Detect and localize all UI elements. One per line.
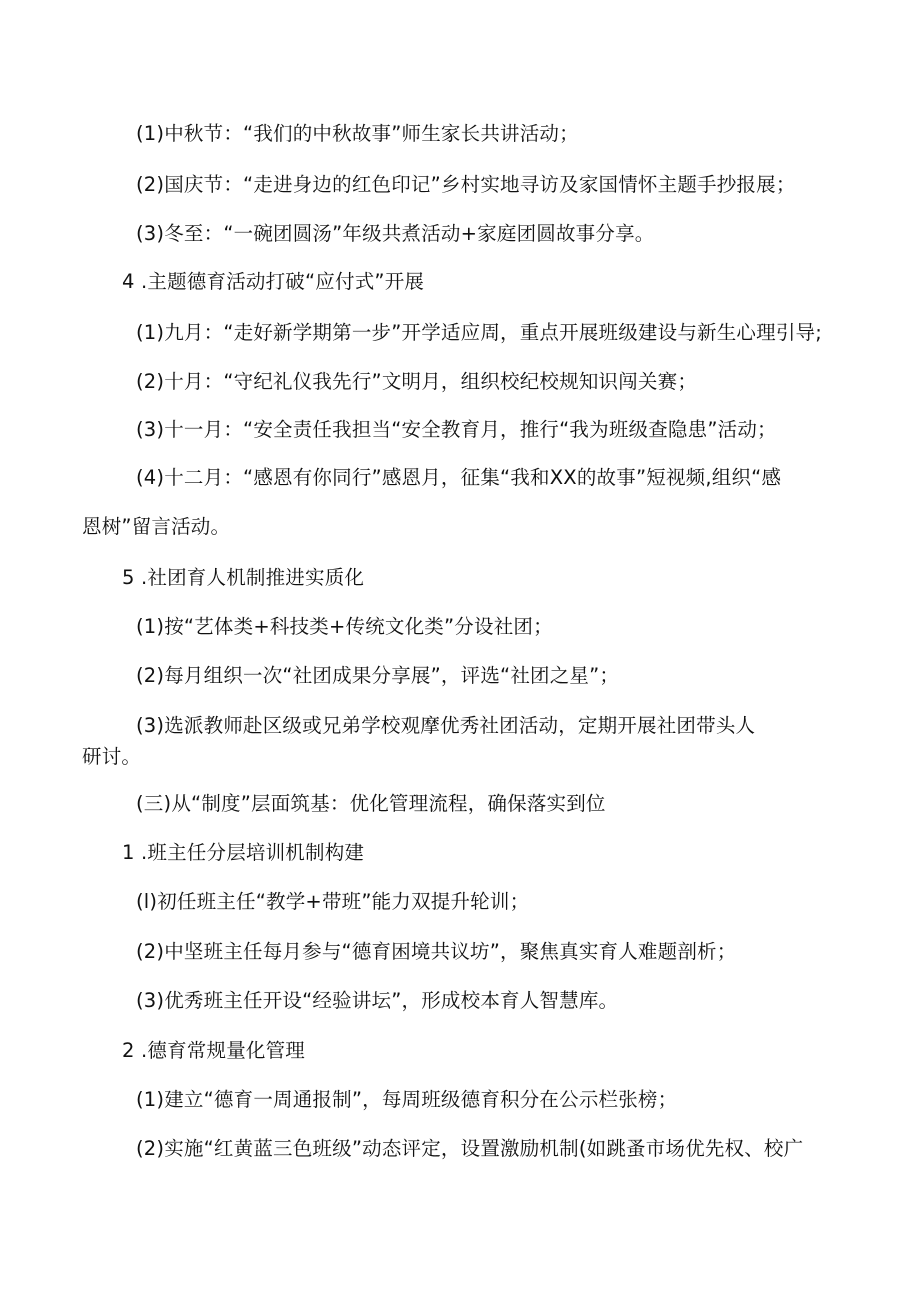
section-heading: 5 .社团育人机制推进实质化 xyxy=(122,566,365,589)
section-heading: 4 .主题德育活动打破“应付式”开展 xyxy=(122,270,425,293)
text-line: 恩树”留言活动。 xyxy=(82,515,231,538)
text-line: (2)十月：“守纪礼仪我先行”文明月，组织校纪校规知识闯关赛； xyxy=(136,370,698,393)
text-line: (1)建立“德育一周通报制”，每周班级德育积分在公示栏张榜； xyxy=(136,1088,678,1111)
text-line: (3)选派教师赴区级或兄弟学校观摩优秀社团活动，定期开展社团带头人 xyxy=(136,714,756,737)
section-heading: 1 .班主任分层培训机制构建 xyxy=(122,841,365,864)
text-line: (3)冬至：“一碗团圆汤”年级共煮活动+家庭团圆故事分享。 xyxy=(136,222,655,245)
text-line: (1)九月：“走好新学期第一步”开学适应周，重点开展班级建设与新生心理引导; xyxy=(136,321,822,344)
text-line: 研讨。 xyxy=(82,745,142,768)
text-line: (l)初任班主任“教学+带班”能力双提升轮训； xyxy=(136,890,530,913)
chapter-heading: (三)从“制度”层面筑基：优化管理流程，确保落实到位 xyxy=(136,792,606,815)
text-line: (3)十一月：“安全责任我担当“安全教育月，推行“我为班级查隐患”活动； xyxy=(136,418,777,441)
text-line: (3)优秀班主任开设“经验讲坛”，形成校本育人智慧库。 xyxy=(136,989,619,1012)
text-line: (1)按“艺体类+科技类+传统文化类”分设社团； xyxy=(136,615,553,638)
section-heading: 2 .德育常规量化管理 xyxy=(122,1039,306,1062)
text-line: (2)每月组织一次“社团成果分享展”，评选“社团之星”； xyxy=(136,664,620,687)
text-line: (2)实施“红黄蓝三色班级”动态评定，设置激励机制(如跳蚤市场优先权、校广 xyxy=(136,1137,804,1160)
text-line: (2)中坚班主任每月参与“德育困境共议坊”，聚焦真实育人难题剖析； xyxy=(136,940,737,963)
text-line: (2)国庆节：“走进身边的红色印记”乡村实地寻访及家国情怀主题手抄报展； xyxy=(136,173,796,196)
text-line: (4)十二月：“感恩有你同行”感恩月，征集“我和XX的故事”短视频,组织“感 xyxy=(136,466,782,489)
text-line: (1)中秋节：“我们的中秋故事”师生家长共讲活动； xyxy=(136,122,579,145)
